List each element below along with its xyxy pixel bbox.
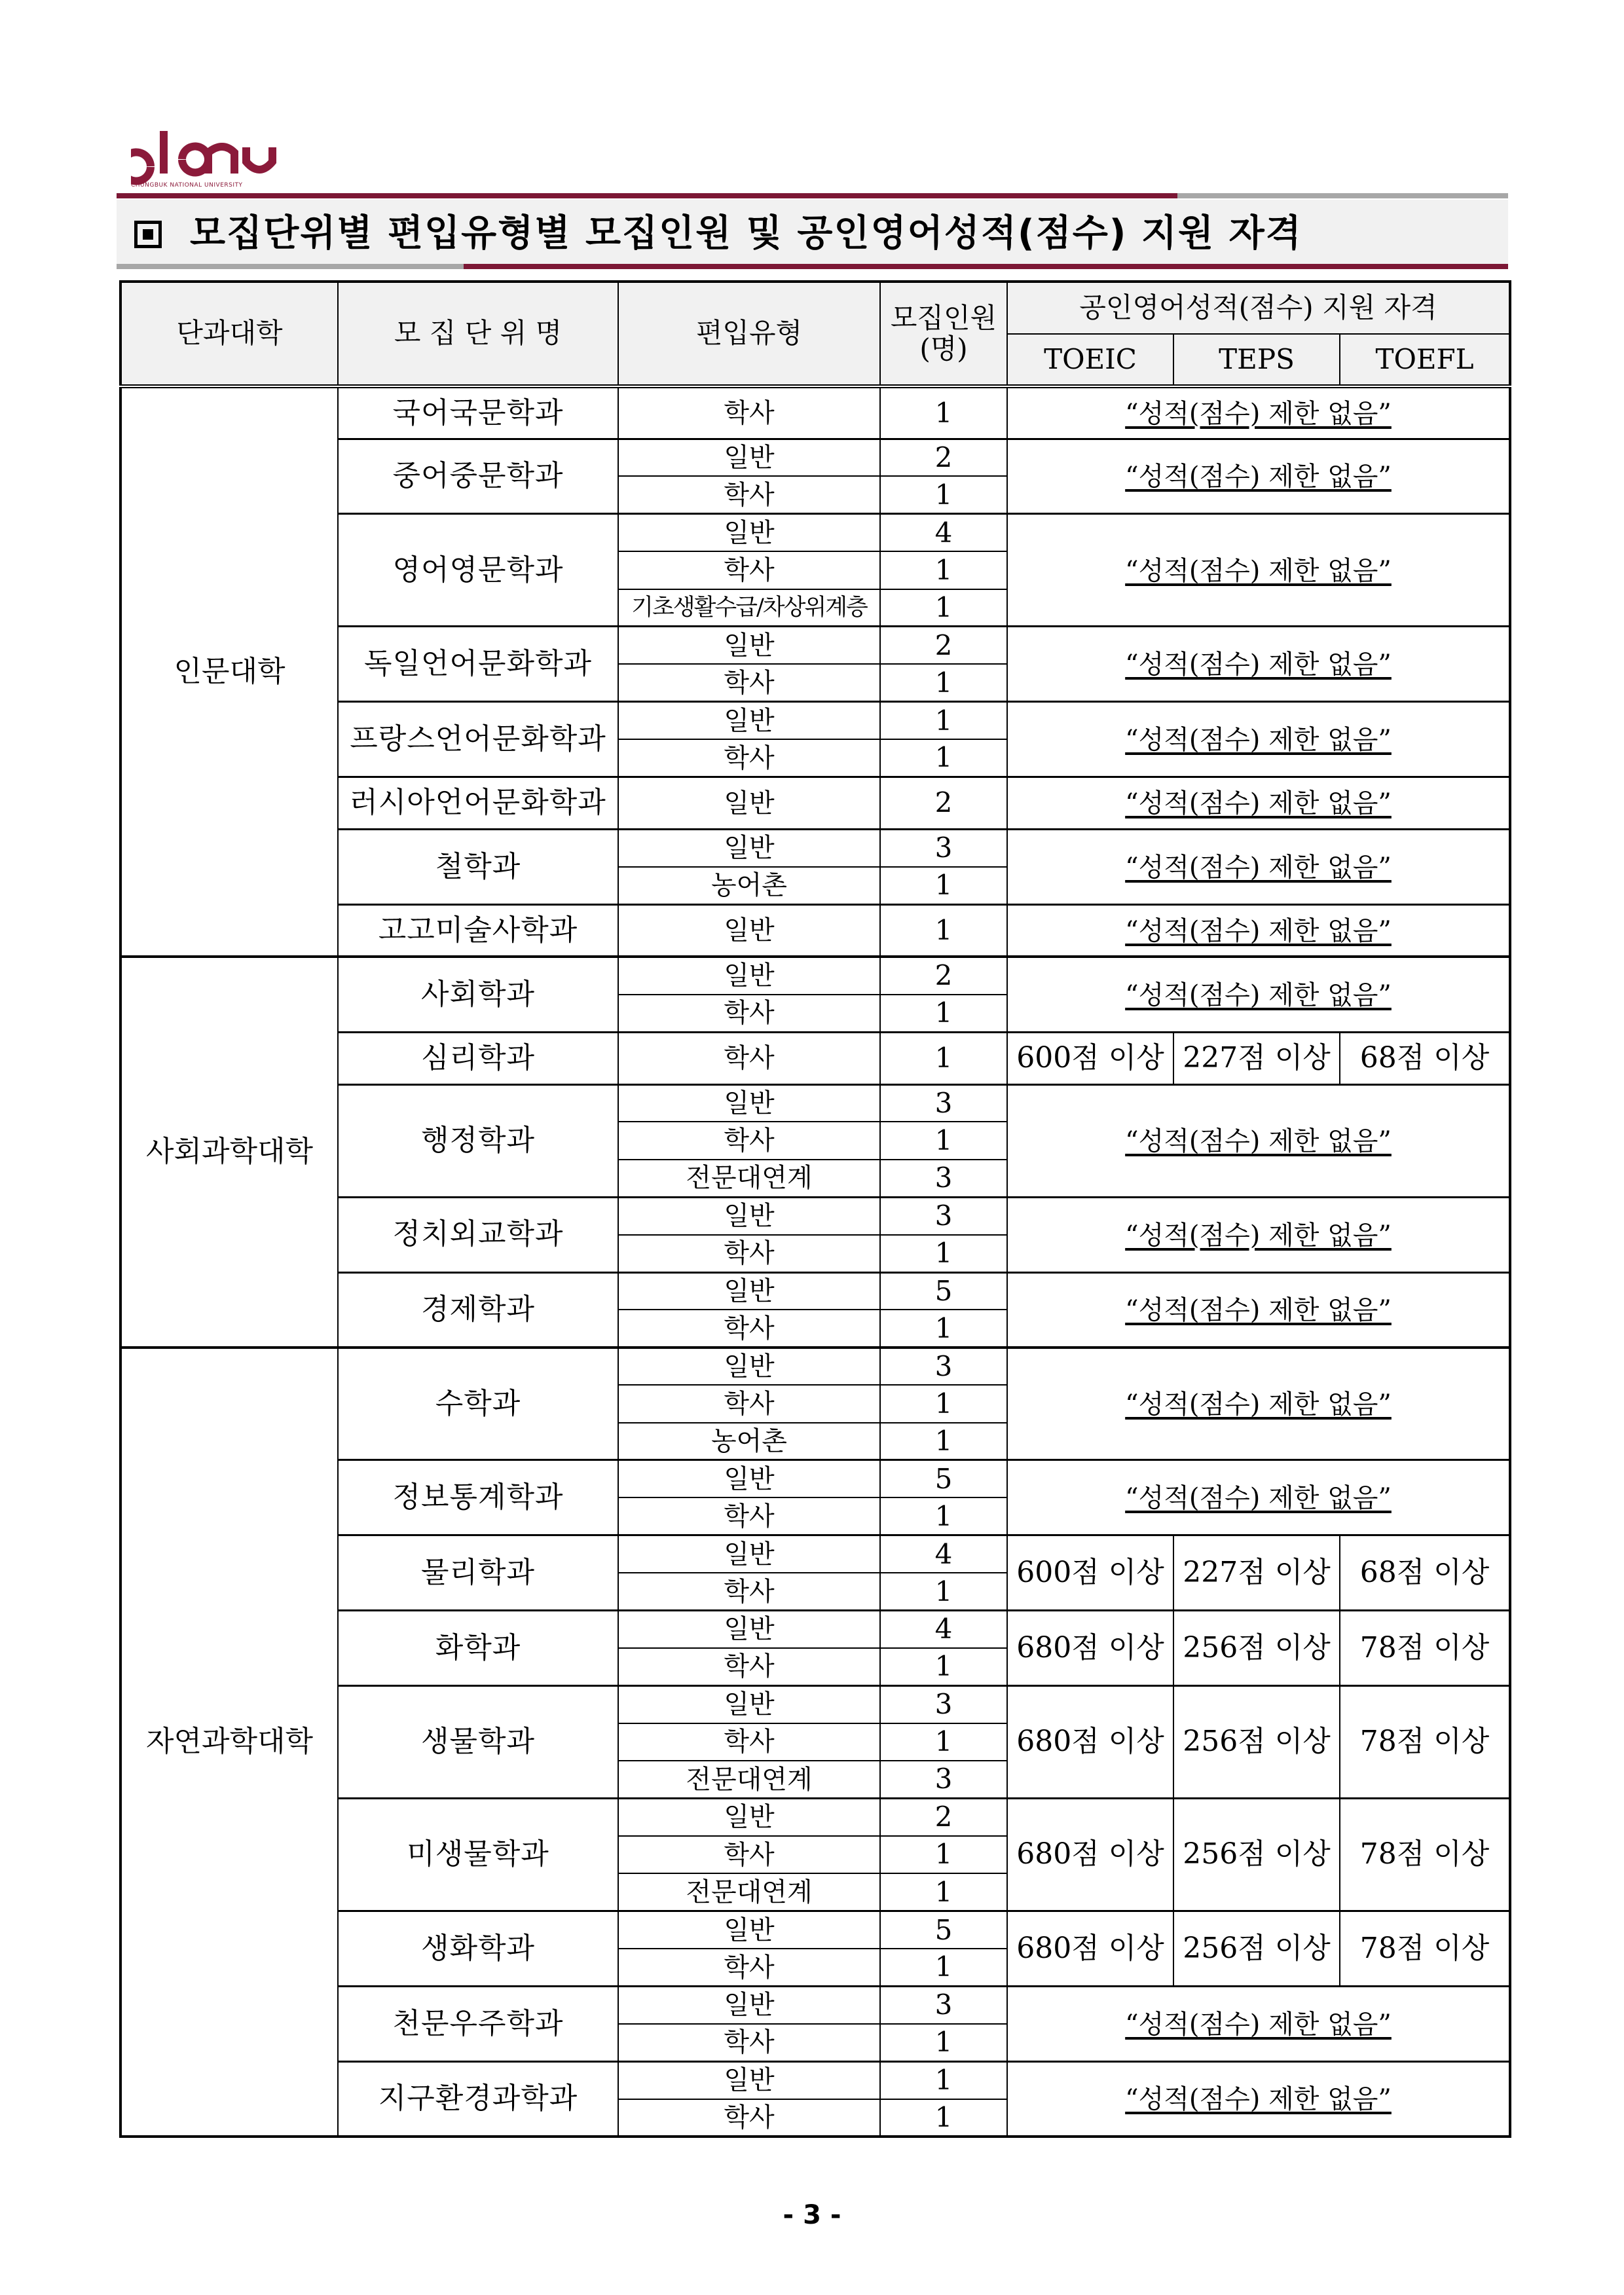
toeic-requirement: 680점 이상 xyxy=(1007,1911,1173,1987)
department-cell: 사회학과 xyxy=(338,957,618,1032)
quota-cell: 3 xyxy=(880,1197,1007,1234)
no-score-limit-cell xyxy=(1007,777,1510,830)
page-title: 모집단위별 편입유형별 모집인원 및 공인영어성적(점수) 지원 자격 xyxy=(190,212,1302,255)
department-cell: 정보통계학과 xyxy=(338,1460,618,1535)
table-row xyxy=(120,386,1510,439)
quota-cell: 1 xyxy=(880,1310,1007,1347)
admission-type-cell: 학사 xyxy=(618,1573,880,1610)
no-score-limit-text: “성적(점수) 제한 없음” xyxy=(1125,1389,1392,1420)
admission-type-cell: 학사 xyxy=(618,1497,880,1535)
admission-type-cell: 일반 xyxy=(618,830,880,867)
no-score-limit-cell xyxy=(1007,957,1510,1032)
quota-cell: 4 xyxy=(880,514,1007,551)
no-score-limit-cell xyxy=(1007,1986,1510,2061)
admission-type-cell: 학사 xyxy=(618,1235,880,1272)
department-cell: 중어중문학과 xyxy=(338,439,618,514)
quota-cell: 4 xyxy=(880,1535,1007,1573)
no-score-limit-cell xyxy=(1007,1084,1510,1197)
department-cell: 독일언어문화학과 xyxy=(338,627,618,702)
admission-type-cell: 일반 xyxy=(618,904,880,957)
admission-type-cell: 학사 xyxy=(618,1310,880,1347)
admission-type-cell: 일반 xyxy=(618,957,880,994)
quota-cell: 2 xyxy=(880,627,1007,664)
table-row xyxy=(120,957,1510,994)
department-cell: 생물학과 xyxy=(338,1685,618,1798)
quota-cell: 1 xyxy=(880,1235,1007,1272)
admission-type-cell: 학사 xyxy=(618,551,880,589)
university-logo xyxy=(131,128,282,190)
admission-type-cell: 일반 xyxy=(618,702,880,739)
toeic-requirement: 680점 이상 xyxy=(1007,1799,1173,1911)
no-score-limit-text: “성적(점수) 제한 없음” xyxy=(1125,1220,1392,1251)
toefl-requirement: 68점 이상 xyxy=(1340,1535,1510,1611)
header-quota-label: 모집인원 xyxy=(890,302,997,335)
admission-type-cell: 농어촌 xyxy=(618,867,880,904)
quota-cell: 1 xyxy=(880,1949,1007,1986)
admission-type-cell: 일반 xyxy=(618,1272,880,1310)
quota-cell: 1 xyxy=(880,1423,1007,1460)
quota-cell: 1 xyxy=(880,1122,1007,1159)
admission-type-cell: 학사 xyxy=(618,476,880,513)
quota-cell: 1 xyxy=(880,867,1007,904)
header-quota xyxy=(880,282,1007,386)
boxed-square-icon xyxy=(134,221,162,248)
no-score-limit-text: “성적(점수) 제한 없음” xyxy=(1125,788,1392,819)
quota-cell: 5 xyxy=(880,1272,1007,1310)
no-score-limit-cell xyxy=(1007,386,1510,439)
quota-cell: 1 xyxy=(880,664,1007,701)
no-score-limit-cell xyxy=(1007,1197,1510,1272)
admission-type-cell: 일반 xyxy=(618,2061,880,2099)
admission-type-cell: 학사 xyxy=(618,1122,880,1159)
quota-cell: 1 xyxy=(880,386,1007,439)
no-score-limit-text: “성적(점수) 제한 없음” xyxy=(1125,1483,1392,1514)
admission-type-cell: 일반 xyxy=(618,627,880,664)
no-score-limit-text: “성적(점수) 제한 없음” xyxy=(1125,852,1392,883)
admission-type-cell: 일반 xyxy=(618,1911,880,1949)
header-toeic: TOEIC xyxy=(1007,334,1173,386)
admission-type-cell: 일반 xyxy=(618,1986,880,2023)
admission-table xyxy=(119,280,1511,2138)
quota-cell: 3 xyxy=(880,1761,1007,1798)
quota-cell: 2 xyxy=(880,957,1007,994)
admission-type-cell: 학사 xyxy=(618,995,880,1032)
toefl-requirement: 78점 이상 xyxy=(1340,1611,1510,1686)
admission-type-cell: 일반 xyxy=(618,1084,880,1122)
admission-type-cell: 일반 xyxy=(618,1197,880,1234)
no-score-limit-cell xyxy=(1007,1348,1510,1460)
no-score-limit-cell xyxy=(1007,702,1510,777)
no-score-limit-cell xyxy=(1007,627,1510,702)
quota-cell: 3 xyxy=(880,1084,1007,1122)
admission-type-cell: 학사 xyxy=(618,2099,880,2137)
quota-cell: 3 xyxy=(880,1348,1007,1385)
admission-type-cell: 학사 xyxy=(618,1385,880,1422)
title-rule xyxy=(117,264,1508,269)
quota-cell: 1 xyxy=(880,1873,1007,1911)
header-quota-unit: (명) xyxy=(919,332,968,365)
department-cell: 물리학과 xyxy=(338,1535,618,1611)
admission-type-cell: 학사 xyxy=(618,1949,880,1986)
no-score-limit-text: “성적(점수) 제한 없음” xyxy=(1125,980,1392,1010)
quota-cell: 5 xyxy=(880,1911,1007,1949)
department-cell: 영어영문학과 xyxy=(338,514,618,627)
department-cell: 생화학과 xyxy=(338,1911,618,1987)
quota-cell: 1 xyxy=(880,739,1007,777)
admission-type-cell: 일반 xyxy=(618,514,880,551)
department-cell: 수학과 xyxy=(338,1348,618,1460)
toeic-requirement: 600점 이상 xyxy=(1007,1535,1173,1611)
college-cell: 자연과학대학 xyxy=(120,1348,338,2137)
admission-type-cell: 학사 xyxy=(618,1723,880,1761)
quota-cell: 1 xyxy=(880,904,1007,957)
table-row xyxy=(120,1348,1510,1385)
admission-type-cell: 학사 xyxy=(618,2024,880,2061)
no-score-limit-cell xyxy=(1007,2061,1510,2137)
header-department: 모 집 단 위 명 xyxy=(338,282,618,386)
header-type: 편입유형 xyxy=(618,282,880,386)
teps-requirement: 256점 이상 xyxy=(1173,1611,1340,1686)
quota-cell: 2 xyxy=(880,1799,1007,1836)
quota-cell: 1 xyxy=(880,1573,1007,1610)
quota-cell: 1 xyxy=(880,2061,1007,2099)
quota-cell: 1 xyxy=(880,702,1007,739)
admission-type-cell: 농어촌 xyxy=(618,1423,880,1460)
admission-type-cell: 학사 xyxy=(618,386,880,439)
quota-cell: 1 xyxy=(880,2099,1007,2137)
admission-type-cell: 일반 xyxy=(618,1348,880,1385)
department-cell: 프랑스언어문화학과 xyxy=(338,702,618,777)
quota-cell: 1 xyxy=(880,1648,1007,1685)
quota-cell: 1 xyxy=(880,589,1007,627)
quota-cell: 5 xyxy=(880,1460,1007,1497)
admission-type-cell: 학사 xyxy=(618,1032,880,1084)
no-score-limit-text: “성적(점수) 제한 없음” xyxy=(1125,915,1392,946)
teps-requirement: 227점 이상 xyxy=(1173,1032,1340,1084)
quota-cell: 2 xyxy=(880,439,1007,476)
quota-cell: 1 xyxy=(880,1385,1007,1422)
toeic-requirement: 680점 이상 xyxy=(1007,1611,1173,1686)
toefl-requirement: 78점 이상 xyxy=(1340,1911,1510,1987)
department-cell: 러시아언어문화학과 xyxy=(338,777,618,830)
teps-requirement: 256점 이상 xyxy=(1173,1911,1340,1987)
department-cell: 철학과 xyxy=(338,830,618,905)
university-name-caption: CHUNGBUK NATIONAL UNIVERSITY xyxy=(131,182,243,189)
teps-requirement: 256점 이상 xyxy=(1173,1685,1340,1798)
admission-type-cell: 일반 xyxy=(618,1611,880,1648)
quota-cell: 3 xyxy=(880,1986,1007,2023)
quota-cell: 1 xyxy=(880,1032,1007,1084)
admission-type-cell: 일반 xyxy=(618,777,880,830)
header-teps: TEPS xyxy=(1173,334,1340,386)
college-cell: 인문대학 xyxy=(120,386,338,957)
no-score-limit-cell xyxy=(1007,1272,1510,1348)
admission-type-cell: 학사 xyxy=(618,664,880,701)
no-score-limit-cell xyxy=(1007,1460,1510,1535)
no-score-limit-text: “성적(점수) 제한 없음” xyxy=(1125,462,1392,492)
quota-cell: 1 xyxy=(880,476,1007,513)
no-score-limit-cell xyxy=(1007,830,1510,905)
no-score-limit-text: “성적(점수) 제한 없음” xyxy=(1125,2084,1392,2115)
quota-cell: 1 xyxy=(880,2024,1007,2061)
toefl-requirement: 78점 이상 xyxy=(1340,1799,1510,1911)
header-english: 공인영어성적(점수) 지원 자격 xyxy=(1007,282,1510,334)
no-score-limit-text: “성적(점수) 제한 없음” xyxy=(1125,398,1392,429)
admission-type-cell: 일반 xyxy=(618,1799,880,1836)
department-cell: 고고미술사학과 xyxy=(338,904,618,957)
admission-type-cell: 일반 xyxy=(618,1460,880,1497)
no-score-limit-text: “성적(점수) 제한 없음” xyxy=(1125,1295,1392,1326)
quota-cell: 3 xyxy=(880,830,1007,867)
quota-cell: 1 xyxy=(880,1836,1007,1873)
quota-cell: 1 xyxy=(880,1497,1007,1535)
department-cell: 정치외교학과 xyxy=(338,1197,618,1272)
department-cell: 행정학과 xyxy=(338,1084,618,1197)
no-score-limit-text: “성적(점수) 제한 없음” xyxy=(1125,1126,1392,1157)
admission-type-cell: 일반 xyxy=(618,1685,880,1723)
quota-cell: 1 xyxy=(880,1723,1007,1761)
admission-type-cell: 일반 xyxy=(618,1535,880,1573)
no-score-limit-text: “성적(점수) 제한 없음” xyxy=(1125,650,1392,680)
toefl-requirement: 68점 이상 xyxy=(1340,1032,1510,1084)
table-body xyxy=(120,386,1510,2137)
header-rule xyxy=(117,193,1508,198)
admission-type-cell: 학사 xyxy=(618,1836,880,1873)
toefl-requirement: 78점 이상 xyxy=(1340,1685,1510,1798)
no-score-limit-text: “성적(점수) 제한 없음” xyxy=(1125,2009,1392,2040)
admission-type-cell: 일반 xyxy=(618,439,880,476)
department-cell: 심리학과 xyxy=(338,1032,618,1084)
department-cell: 천문우주학과 xyxy=(338,1986,618,2061)
quota-cell: 3 xyxy=(880,1160,1007,1197)
no-score-limit-cell xyxy=(1007,514,1510,627)
quota-cell: 1 xyxy=(880,995,1007,1032)
department-cell: 미생물학과 xyxy=(338,1799,618,1911)
department-cell: 경제학과 xyxy=(338,1272,618,1348)
teps-requirement: 227점 이상 xyxy=(1173,1535,1340,1611)
admission-type-cell: 전문대연계 xyxy=(618,1761,880,1798)
toeic-requirement: 600점 이상 xyxy=(1007,1032,1173,1084)
college-cell: 사회과학대학 xyxy=(120,957,338,1348)
department-cell: 국어국문학과 xyxy=(338,386,618,439)
toeic-requirement: 680점 이상 xyxy=(1007,1685,1173,1798)
no-score-limit-cell xyxy=(1007,904,1510,957)
department-cell: 지구환경과학과 xyxy=(338,2061,618,2137)
quota-cell: 2 xyxy=(880,777,1007,830)
department-cell: 화학과 xyxy=(338,1611,618,1686)
header-toefl: TOEFL xyxy=(1340,334,1510,386)
header-college: 단과대학 xyxy=(120,282,338,386)
admission-type-cell: 학사 xyxy=(618,739,880,777)
no-score-limit-cell xyxy=(1007,439,1510,514)
admission-type-cell: 기초생활수급/차상위계층 xyxy=(618,589,880,627)
quota-cell: 3 xyxy=(880,1685,1007,1723)
quota-cell: 4 xyxy=(880,1611,1007,1648)
no-score-limit-text: “성적(점수) 제한 없음” xyxy=(1125,725,1392,756)
admission-type-cell: 전문대연계 xyxy=(618,1873,880,1911)
no-score-limit-text: “성적(점수) 제한 없음” xyxy=(1125,555,1392,586)
teps-requirement: 256점 이상 xyxy=(1173,1799,1340,1911)
quota-cell: 1 xyxy=(880,551,1007,589)
admission-type-cell: 전문대연계 xyxy=(618,1160,880,1197)
admission-type-cell: 학사 xyxy=(618,1648,880,1685)
page-number: - 3 - xyxy=(783,2200,841,2230)
